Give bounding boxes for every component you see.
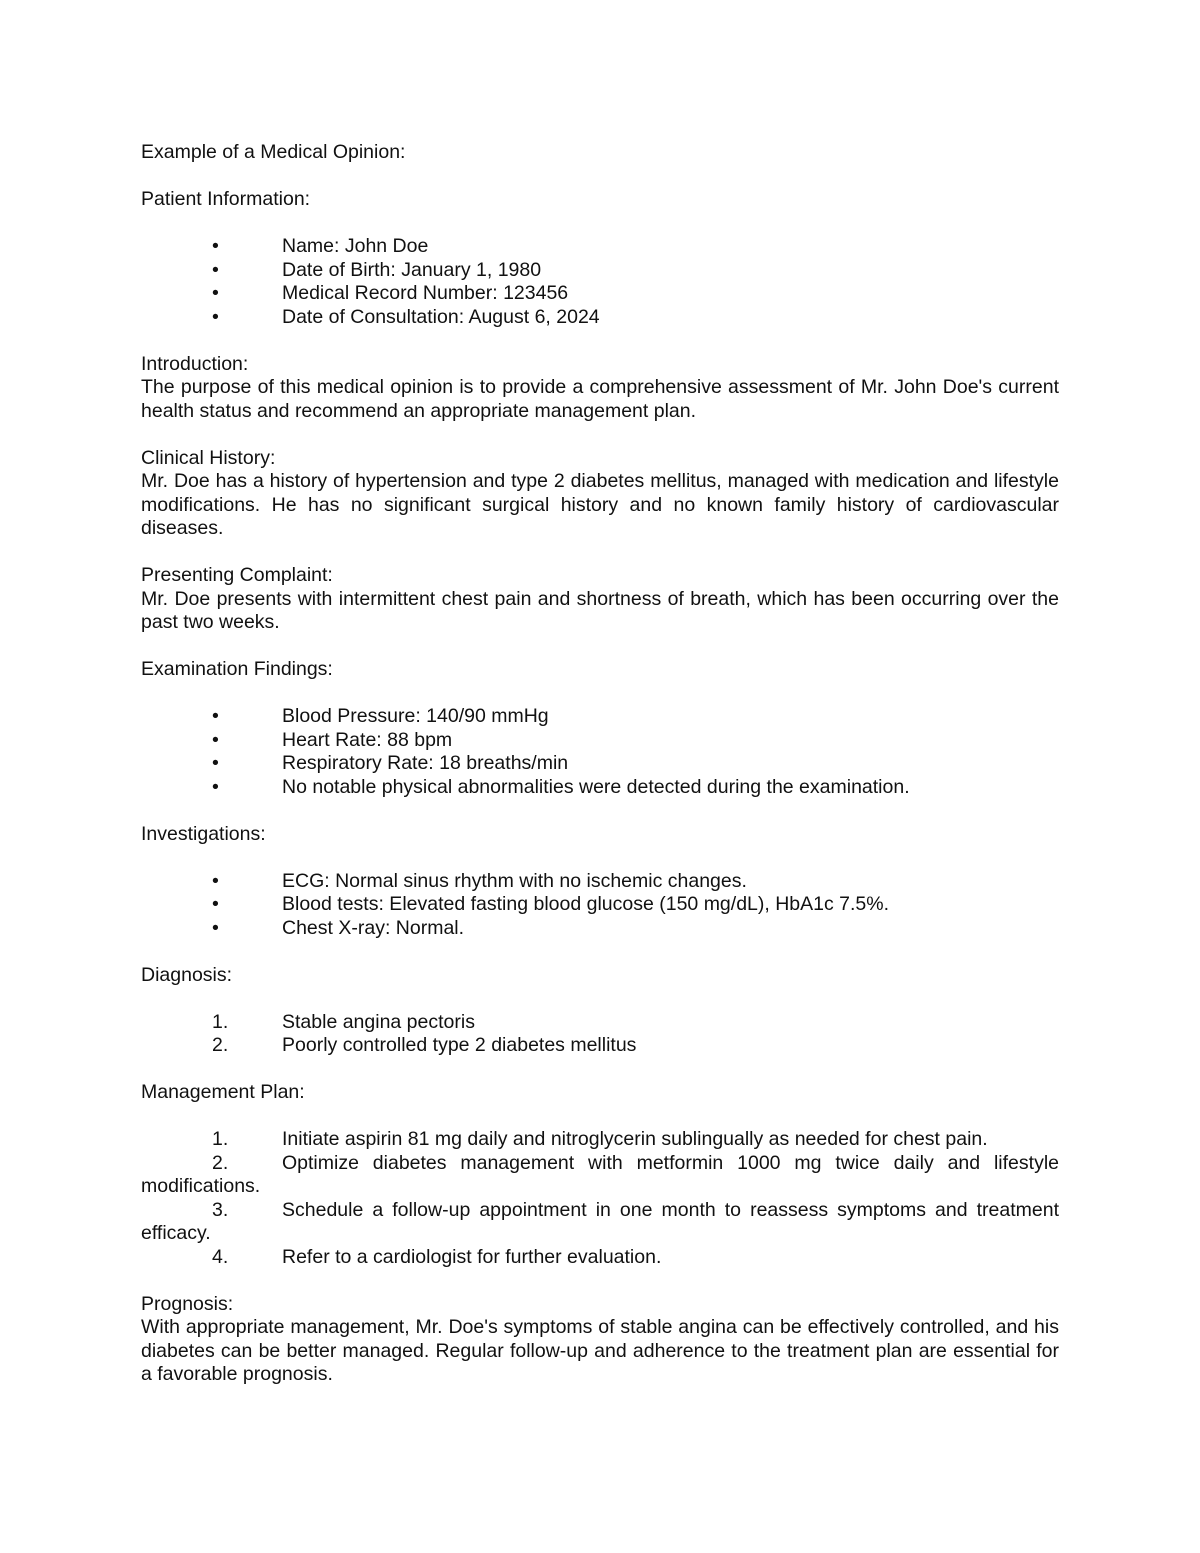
document-page <box>141 141 1059 1387</box>
presenting-complaint-heading: Presenting Complaint: <box>141 564 333 586</box>
list-item: • No notable physical abnormalities were detected during the examination. <box>212 775 910 798</box>
list-item: 1. Stable angina pectoris <box>212 1010 475 1033</box>
list-item: • Respiratory Rate: 18 breaths/min <box>212 752 569 774</box>
bullet-icon: • <box>212 728 219 751</box>
list-number: 3. <box>212 1198 229 1221</box>
examination-findings-heading: Examination Findings: <box>141 658 333 680</box>
prognosis-text: With appropriate management, Mr. Doe's symptoms of stable angina can be effectively controlled, and his diabetes can be better managed. Regular follow-up and adherence to the treatment plan are essential for a favorable prognosis. <box>141 1316 1059 1385</box>
introduction-text: The purpose of this medical opinion is to provide a comprehensive assessment of Mr. John Doe's current health status and recommend an appropriate management plan. <box>141 376 1059 422</box>
bullet-icon: • <box>212 705 219 727</box>
prognosis-heading: Prognosis: <box>141 1292 234 1315</box>
examination-findings-list <box>141 705 1059 799</box>
investigations-heading: Investigations: <box>141 822 266 845</box>
list-number: 1. <box>212 1128 229 1150</box>
list-item: • Date of Consultation: August 6, 2024 <box>212 305 600 328</box>
management-plan-list <box>141 1128 1059 1269</box>
introduction-heading: Introduction: <box>141 352 249 375</box>
clinical-history-heading: Clinical History: <box>141 446 276 469</box>
list-item: 1. Initiate aspirin 81 mg daily and nitroglycerin sublingually as needed for chest pain. <box>212 1128 988 1150</box>
patient-information-heading: Patient Information: <box>141 188 311 210</box>
bullet-icon: • <box>212 258 219 281</box>
document-title: Example of a Medical Opinion: <box>141 141 406 163</box>
list-item: • Heart Rate: 88 bpm <box>212 728 453 751</box>
list-item: • Medical Record Number: 123456 <box>212 282 569 304</box>
list-item: 2. Optimize diabetes management with metformin 1000 mg twice daily and lifestyle modifications. <box>141 1151 1059 1197</box>
bullet-icon: • <box>212 916 219 939</box>
list-number: 4. <box>212 1245 229 1268</box>
list-number: 1. <box>212 1010 229 1033</box>
list-item: • Chest X-ray: Normal. <box>212 916 465 939</box>
list-number: 2. <box>212 1034 229 1056</box>
list-item: • ECG: Normal sinus rhythm with no ischemic changes. <box>212 869 747 892</box>
bullet-icon: • <box>212 235 219 257</box>
list-item: • Date of Birth: January 1, 1980 <box>212 258 542 281</box>
investigations-list <box>141 870 1059 941</box>
bullet-icon: • <box>212 282 219 304</box>
list-item: 3. Schedule a follow-up appointment in one month to reassess symptoms and treatment efficacy. <box>141 1198 1059 1244</box>
bullet-icon: • <box>212 752 219 774</box>
management-plan-heading: Management Plan: <box>141 1081 305 1103</box>
bullet-icon: • <box>212 893 219 915</box>
bullet-icon: • <box>212 869 219 892</box>
patient-information-list <box>141 235 1059 329</box>
bullet-icon: • <box>212 305 219 328</box>
clinical-history-text: Mr. Doe has a history of hypertension and type 2 diabetes mellitus, managed with medication and lifestyle modifications. He has no significant surgical history and no known family history of cardiovascular diseases. <box>141 470 1059 539</box>
list-item: 4. Refer to a cardiologist for further evaluation. <box>212 1245 662 1268</box>
list-item: • Name: John Doe <box>212 235 429 257</box>
presenting-complaint-text: Mr. Doe presents with intermittent chest pain and shortness of breath, which has been occurring over the past two weeks. <box>141 587 1059 633</box>
bullet-icon: • <box>212 775 219 798</box>
diagnosis-list <box>141 1011 1059 1058</box>
list-item: • Blood Pressure: 140/90 mmHg <box>212 705 549 727</box>
list-item: 2. Poorly controlled type 2 diabetes mellitus <box>212 1034 637 1056</box>
diagnosis-heading: Diagnosis: <box>141 963 233 986</box>
list-number: 2. <box>212 1151 229 1174</box>
list-item: • Blood tests: Elevated fasting blood glucose (150 mg/dL), HbA1c 7.5%. <box>212 893 890 915</box>
